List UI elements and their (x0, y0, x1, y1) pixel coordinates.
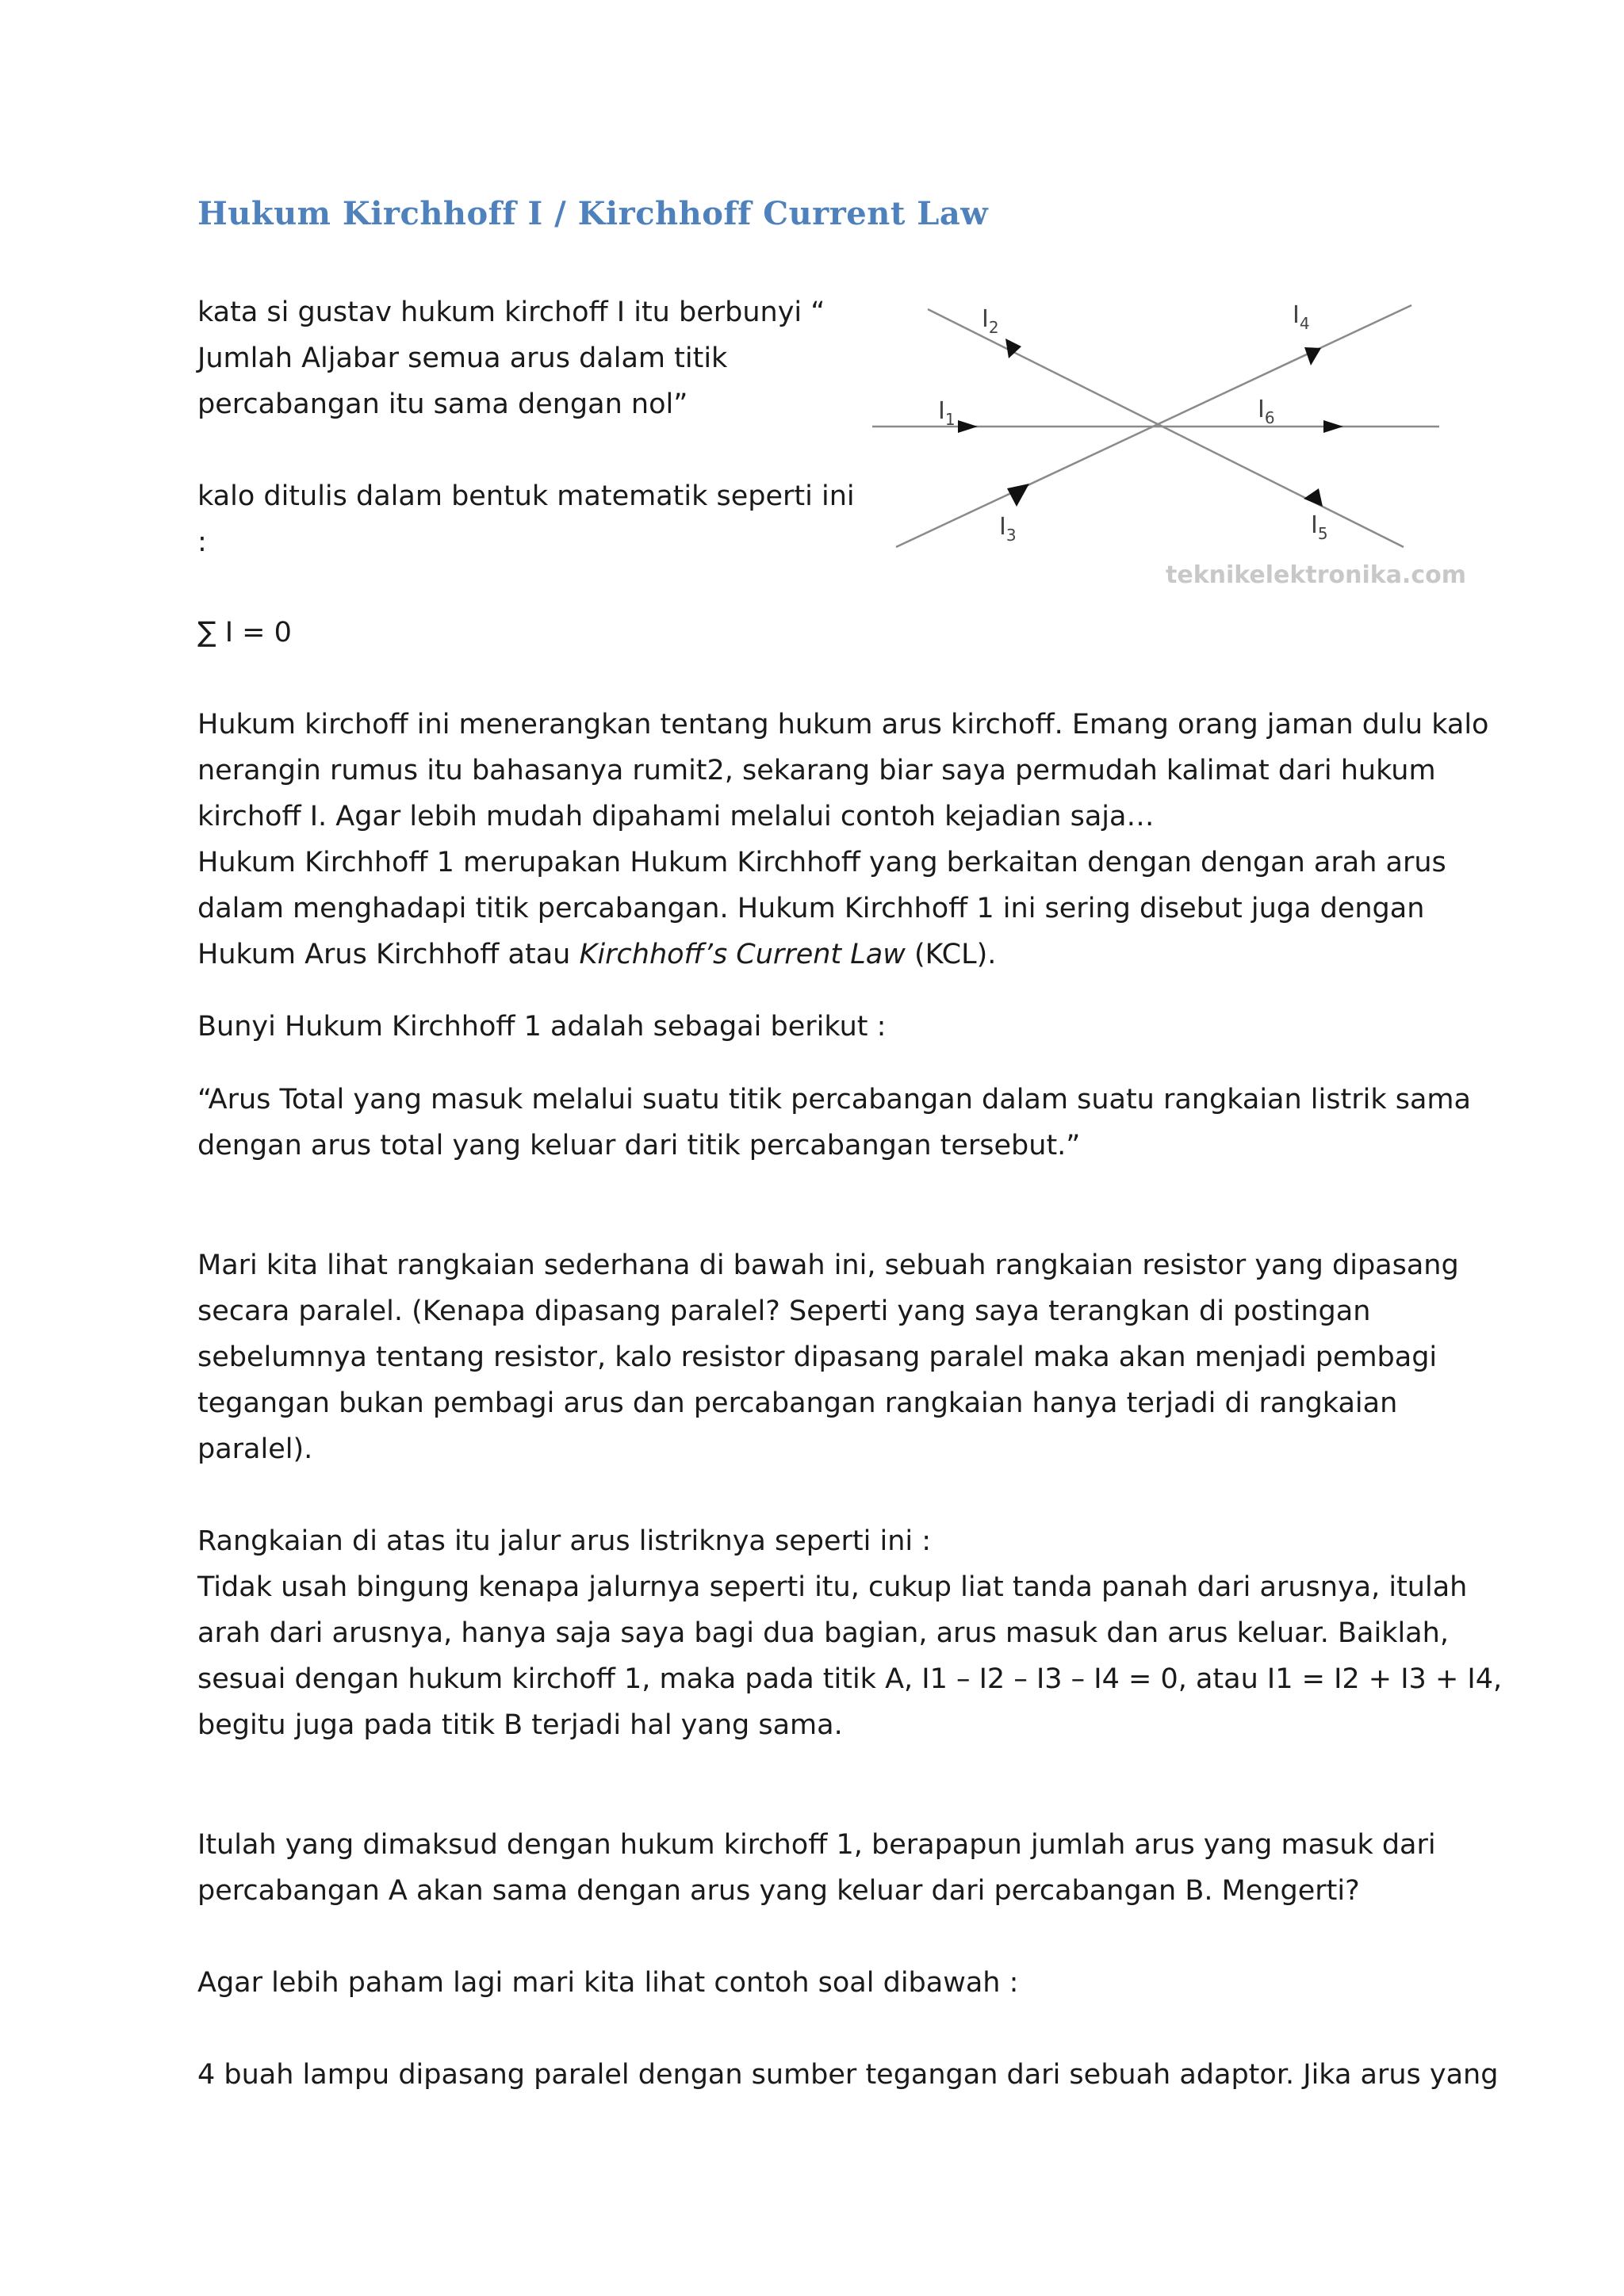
section-heading: Hukum Kirchhoff I / Kirchhoff Current Law (197, 195, 989, 232)
intro-line: kata si gustav hukum kirchoff I itu berbunyi “ (197, 297, 825, 328)
intro-line: percabangan itu sama dengan nol” (197, 388, 688, 420)
label-i6: $I_6$ (1258, 396, 1275, 427)
label-i3: $I_3$ (999, 513, 1017, 545)
paragraph-line: sebelumnya tentang resistor, kalo resistor dipasang paralel maka akan menjadi pembagi (197, 1341, 1438, 1373)
arrow-i6 (1323, 420, 1343, 433)
kirchhoff-junction-diagram (864, 293, 1475, 603)
paragraph-line: kirchoff I. Agar lebih mudah dipahami melalui contoh kejadian saja… (197, 801, 1155, 832)
paragraph-line: Hukum kirchoff ini menerangkan tentang hukum arus kirchoff. Emang orang jaman dulu kalo (197, 709, 1489, 740)
paragraph-line: Itulah yang dimaksud dengan hukum kirchoff 1, berapapun jumlah arus yang masuk dari (197, 1829, 1436, 1861)
label-i1: $I_1$ (938, 397, 956, 429)
arrow-i5 (1304, 488, 1323, 507)
intro-line: Jumlah Aljabar semua arus dalam titik (197, 342, 728, 374)
paragraph-line: dalam menghadapi titik percabangan. Hukum Kirchhoff 1 ini sering disebut juga dengan (197, 893, 1425, 924)
paragraph-line-kcl (197, 932, 996, 978)
kcl-suffix: (KCL). (905, 939, 997, 970)
bunyi-intro: Bunyi Hukum Kirchhoff 1 adalah sebagai berikut : (197, 1011, 887, 1043)
arrow-i4 (1304, 347, 1321, 365)
quote-line: dengan arus total yang keluar dari titik percabangan tersebut.” (197, 1130, 1081, 1161)
label-i2: $I_2$ (982, 305, 999, 337)
paragraph-line: sesuai dengan hukum kirchoff 1, maka pada titik A, I1 – I2 – I3 – I4 = 0, atau I1 = I2 + I3 + I4, (197, 1663, 1503, 1695)
paragraph-line: paralel). (197, 1433, 313, 1465)
paragraph-line: begitu juga pada titik B terjadi hal yang sama. (197, 1709, 843, 1741)
paragraph-line: nerangin rumus itu bahasanya rumit2, sekarang biar saya permudah kalimat dari hukum (197, 755, 1436, 786)
paragraph-line: Hukum Kirchhoff 1 merupakan Hukum Kirchhoff yang berkaitan dengan dengan arah arus (197, 847, 1446, 878)
label-i4: $I_4$ (1293, 301, 1310, 333)
paragraph-line: percabangan A akan sama dengan arus yang keluar dari percabangan B. Mengerti? (197, 1875, 1360, 1907)
arrow-i3 (1007, 484, 1029, 507)
quote-line: “Arus Total yang masuk melalui suatu titik percabangan dalam suatu rangkaian listrik sama (197, 1084, 1471, 1115)
paragraph-line: 4 buah lampu dipasang paralel dengan sumber tegangan dari sebuah adaptor. Jika arus yang (197, 2059, 1499, 2091)
figure-watermark: teknikelektronika.com (1166, 561, 1466, 589)
paragraph-line: Tidak usah bingung kenapa jalurnya seperti itu, cukup liat tanda panah dari arusnya, itulah (197, 1571, 1468, 1603)
math-intro-line: : (197, 526, 207, 558)
kcl-italic-term: Kirchhoff’s Current Law (579, 939, 906, 970)
paragraph-line: Rangkaian di atas itu jalur arus listriknya seperti ini : (197, 1525, 932, 1557)
math-intro-line: kalo ditulis dalam bentuk matematik seperti ini (197, 480, 855, 512)
label-i5: $I_5$ (1311, 511, 1328, 543)
arrow-i1 (958, 420, 978, 433)
paragraph-line: tegangan bukan pembagi arus dan percabangan rangkaian hanya terjadi di rangkaian (197, 1387, 1398, 1419)
paragraph-line: Mari kita lihat rangkaian sederhana di bawah ini, sebuah rangkaian resistor yang dipasang (197, 1249, 1459, 1281)
kcl-prefix: Hukum Arus Kirchhoff atau (197, 939, 580, 970)
paragraph-line: Agar lebih paham lagi mari kita lihat contoh soal dibawah : (197, 1967, 1019, 1999)
formula: ∑ I = 0 (197, 617, 292, 649)
paragraph-line: secara paralel. (Kenapa dipasang paralel? Seperti yang saya terangkan di postingan (197, 1295, 1371, 1327)
paragraph-line: arah dari arusnya, hanya saja saya bagi dua bagian, arus masuk dan arus keluar. Baiklah, (197, 1617, 1449, 1649)
